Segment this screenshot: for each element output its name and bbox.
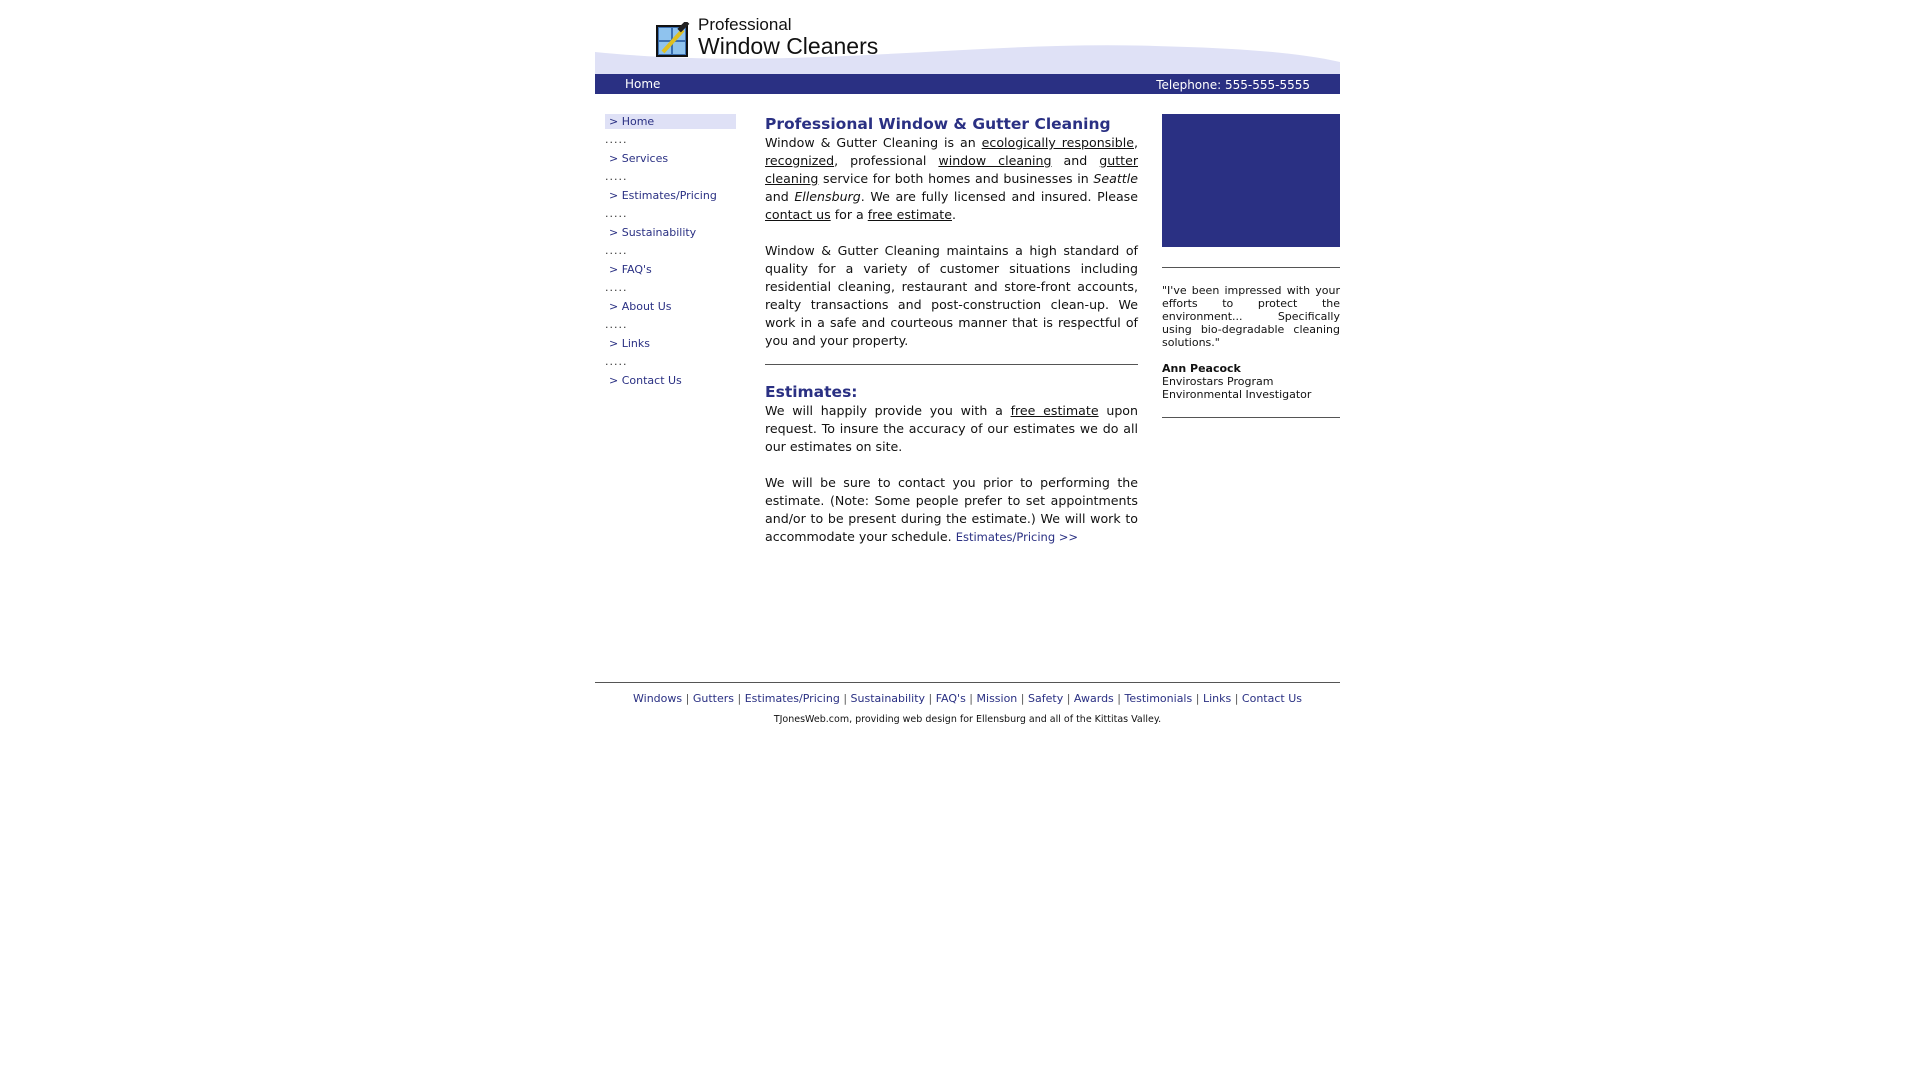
window-cleaning-link[interactable]: window cleaning	[938, 153, 1052, 168]
footer-link-faqs[interactable]: FAQ's	[935, 692, 966, 705]
sidebar-item-links[interactable]: > Links	[609, 337, 650, 350]
estimates-paragraph	[765, 402, 1138, 456]
footer-link-sustainability[interactable]: Sustainability	[850, 692, 926, 705]
footer-separator: |	[737, 692, 742, 705]
author-name: Ann Peacock	[1162, 362, 1241, 375]
footer-link-safety[interactable]: Safety	[1028, 692, 1064, 705]
text: service for both homes and businesses in	[818, 171, 1094, 186]
sidebar-separator: .....	[605, 281, 628, 294]
text: .	[952, 207, 957, 222]
spacer	[765, 224, 1138, 242]
banner-block	[1162, 114, 1340, 247]
text: , professional	[834, 153, 939, 168]
footer-link-contact-us[interactable]: Contact Us	[1241, 692, 1302, 705]
spacer	[765, 365, 1138, 382]
intro-paragraph	[765, 134, 1138, 224]
testimonial-author	[1162, 362, 1340, 401]
spacer	[1162, 349, 1340, 362]
footer-separator: |	[928, 692, 933, 705]
sidebar-separator: .....	[605, 244, 628, 257]
footer-link-windows[interactable]: Windows	[633, 692, 683, 705]
text: Window & Gutter Cleaning is an	[765, 135, 982, 150]
sidebar-item-sustainability[interactable]: > Sustainability	[609, 226, 697, 239]
divider	[1162, 417, 1340, 418]
logo-line1: Professional	[698, 15, 792, 34]
text: upon request. To insure the accuracy of our estimates we do all our estimates on site.	[765, 403, 1138, 454]
logo-line2: Window Cleaners	[698, 33, 879, 59]
sidebar-separator: .....	[605, 170, 628, 183]
sidebar-separator: .....	[605, 355, 628, 368]
footer-separator: |	[685, 692, 690, 705]
footer-credit: TJonesWeb.com, providing web design for Ellensburg and all of the Kittitas Valley.	[773, 714, 1162, 725]
sidebar-nav	[605, 114, 736, 388]
footer-divider	[595, 682, 1340, 683]
main-content	[765, 114, 1138, 546]
footer-separator: |	[1066, 692, 1071, 705]
footer-link-awards[interactable]: Awards	[1073, 692, 1114, 705]
sidebar-item-faqs[interactable]: > FAQ's	[609, 263, 652, 276]
sidebar-separator: .....	[605, 207, 628, 220]
city-ellensburg: Ellensburg	[794, 189, 861, 204]
footer-separator: |	[1117, 692, 1121, 705]
author-title: Environmental Investigator	[1162, 388, 1312, 401]
free-estimate-link[interactable]: free estimate	[1010, 403, 1099, 418]
city-seattle: Seattle	[1093, 171, 1138, 186]
text: for a	[830, 207, 868, 222]
window-squeegee-icon	[655, 22, 691, 58]
estimates-heading: Estimates:	[765, 383, 858, 401]
footer-link-mission[interactable]: Mission	[976, 692, 1018, 705]
sidebar-item-services[interactable]: > Services	[609, 152, 669, 165]
footer-separator: |	[1195, 692, 1200, 705]
page-wrapper	[595, 0, 1340, 725]
footer-link-testimonials[interactable]: Testimonials	[1124, 692, 1193, 705]
top-navbar	[595, 74, 1340, 94]
site-logo[interactable]	[655, 16, 878, 58]
schedule-paragraph	[765, 474, 1138, 546]
text: ,	[1133, 135, 1138, 150]
text: and	[765, 189, 795, 204]
gutter-cleaning-link[interactable]: gutter cleaning	[765, 153, 1138, 186]
estimates-pricing-more-link[interactable]: Estimates/Pricing >>	[955, 530, 1079, 544]
spacer	[1162, 268, 1340, 284]
testimonial-quote: "I've been impressed with your efforts to protect the environment... Specifically using bio-degradable cleaning solutions."	[1162, 284, 1340, 349]
sidebar-item-home[interactable]: > Home	[605, 114, 736, 129]
footer-separator: |	[1020, 692, 1025, 705]
sidebar-item-estimates-pricing[interactable]: > Estimates/Pricing	[609, 189, 717, 202]
footer-link-estimates-pricing[interactable]: Estimates/Pricing	[744, 692, 840, 705]
text: We will be sure to contact you prior to performing the estimate. (Note: Some people prefer to set appointments and/or to be present during the estimate.) We will work to accommodate your schedule.	[765, 475, 1138, 544]
free-estimate-link[interactable]: free estimate	[867, 207, 952, 222]
contact-us-link[interactable]: contact us	[765, 207, 831, 222]
footer-separator: |	[969, 692, 974, 705]
spacer	[1162, 247, 1340, 267]
text: and	[1051, 153, 1100, 168]
footer-separator: |	[1234, 692, 1239, 705]
recognized-link[interactable]: recognized	[765, 153, 835, 168]
text: We will happily provide you with a	[765, 403, 1011, 418]
footer-link-gutters[interactable]: Gutters	[692, 692, 734, 705]
spacer	[1162, 401, 1340, 417]
page-title: Professional Window & Gutter Cleaning	[765, 115, 1111, 133]
sidebar-separator: .....	[605, 133, 628, 146]
sidebar-item-about-us[interactable]: > About Us	[609, 300, 672, 313]
sidebar-item-contact-us[interactable]: > Contact Us	[609, 374, 682, 387]
site-header	[595, 0, 1340, 92]
sidebar-separator: .....	[605, 318, 628, 331]
nav-home-link[interactable]: Home	[625, 77, 661, 91]
spacer	[765, 350, 1138, 364]
spacer	[765, 456, 1138, 474]
footer-nav	[595, 692, 1340, 705]
telephone-text: Telephone: 555-555-5555	[1156, 78, 1310, 92]
footer-separator: |	[843, 692, 848, 705]
right-column	[1162, 114, 1340, 418]
ecologically-responsible-link[interactable]: ecologically responsible	[981, 135, 1134, 150]
author-org: Envirostars Program	[1162, 375, 1274, 388]
logo-text	[698, 16, 878, 58]
quality-paragraph: Window & Gutter Cleaning maintains a high standard of quality for a variety of customer situations including residential cleaning, restaurant and store-front accounts, realty transactions and post-construction clean-up. We work in a safe and courteous manner that is respectful of you and your property.	[765, 243, 1138, 348]
footer-link-links[interactable]: Links	[1202, 692, 1232, 705]
text: . We are fully licensed and insured. Please	[860, 189, 1138, 204]
